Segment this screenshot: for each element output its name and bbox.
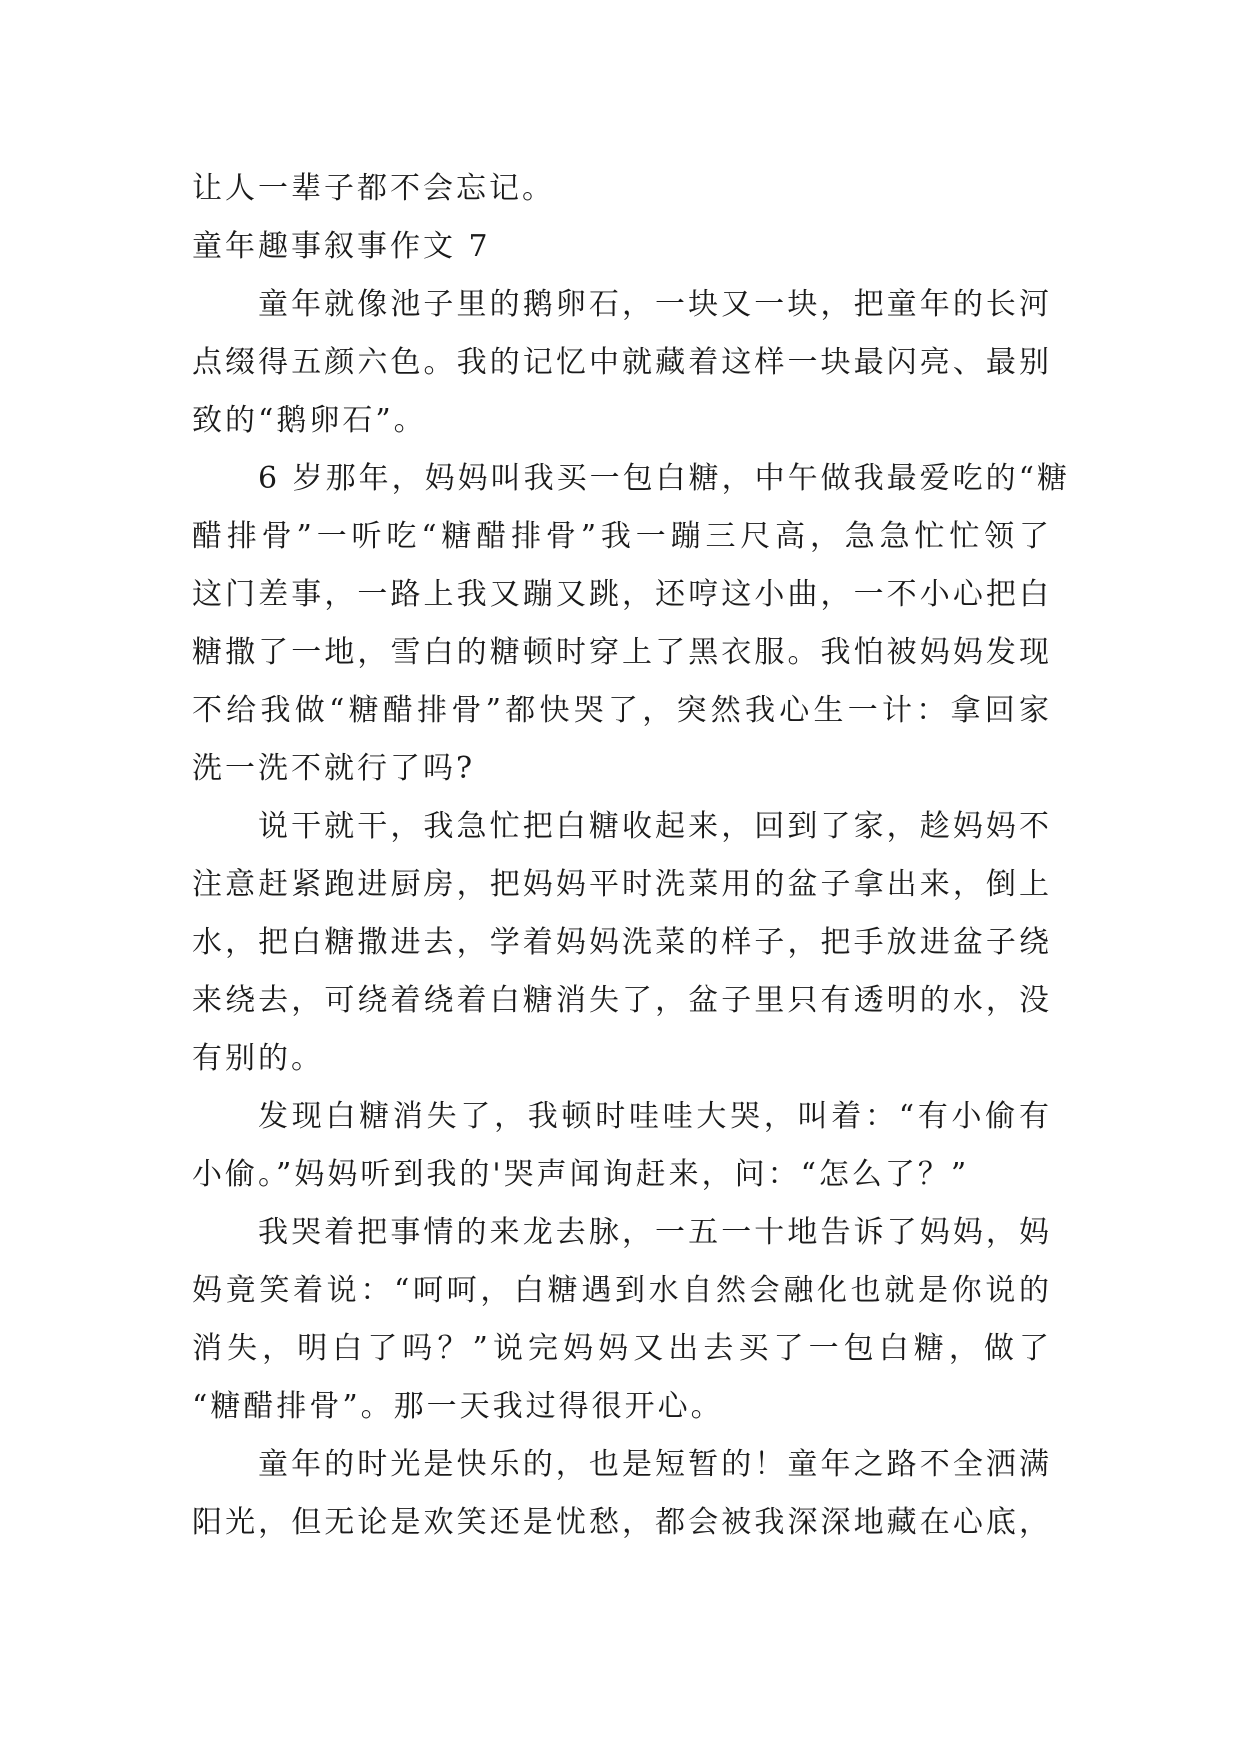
text-line: 童年的时光是快乐的，也是短暂的！童年之路不全洒满	[258, 1447, 1052, 1482]
section-heading: 童年趣事叙事作文 7	[192, 229, 491, 264]
text-line: 消失，明白了吗？”说完妈妈又出去买了一包白糖，做了	[192, 1331, 1052, 1366]
text-line: 说干就干，我急忙把白糖收起来，回到了家，趁妈妈不	[258, 809, 1052, 844]
text-line: 我哭着把事情的来龙去脉，一五一十地告诉了妈妈，妈	[258, 1215, 1052, 1250]
text-line: 点缀得五颜六色。我的记忆中就藏着这样一块最闪亮、最别	[192, 345, 1052, 380]
text-line: “糖醋排骨”。那一天我过得很开心。	[192, 1389, 724, 1424]
text-line: 水，把白糖撒进去，学着妈妈洗菜的样子，把手放进盆子绕	[192, 925, 1052, 960]
text-line: 这门差事，一路上我又蹦又跳，还哼这小曲，一不小心把白	[192, 577, 1052, 612]
text-line: 来绕去，可绕着绕着白糖消失了，盆子里只有透明的水，没	[192, 983, 1052, 1018]
text-line: 6 岁那年，妈妈叫我买一包白糖，中午做我最爱吃的“糖	[258, 461, 1070, 496]
text-line: 糖撒了一地，雪白的糖顿时穿上了黑衣服。我怕被妈妈发现	[192, 635, 1052, 670]
text-line: 醋排骨”一听吃“糖醋排骨”我一蹦三尺高，急急忙忙领了	[192, 519, 1052, 554]
text-line: 妈竟笑着说：“呵呵，白糖遇到水自然会融化也就是你说的	[192, 1273, 1052, 1308]
text-line: 洗一洗不就行了吗?	[192, 751, 476, 786]
text-line: 发现白糖消失了，我顿时哇哇大哭，叫着：“有小偷有	[258, 1099, 1052, 1134]
text-line: 阳光，但无论是欢笑还是忧愁，都会被我深深地藏在心底，	[192, 1505, 1052, 1540]
text-line: 不给我做“糖醋排骨”都快哭了，突然我心生一计：拿回家	[192, 693, 1052, 728]
text-line: 小偷。”妈妈听到我的'哭声闻询赶来，问：“怎么了？”	[192, 1157, 970, 1192]
text-line: 让人一辈子都不会忘记。	[192, 171, 555, 206]
text-line: 童年就像池子里的鹅卵石，一块又一块，把童年的长河	[258, 287, 1052, 322]
document-body	[192, 160, 1070, 1552]
text-line: 致的“鹅卵石”。	[192, 403, 427, 438]
text-line: 注意赶紧跑进厨房，把妈妈平时洗菜用的盆子拿出来，倒上	[192, 867, 1052, 902]
text-line: 有别的。	[192, 1041, 324, 1076]
